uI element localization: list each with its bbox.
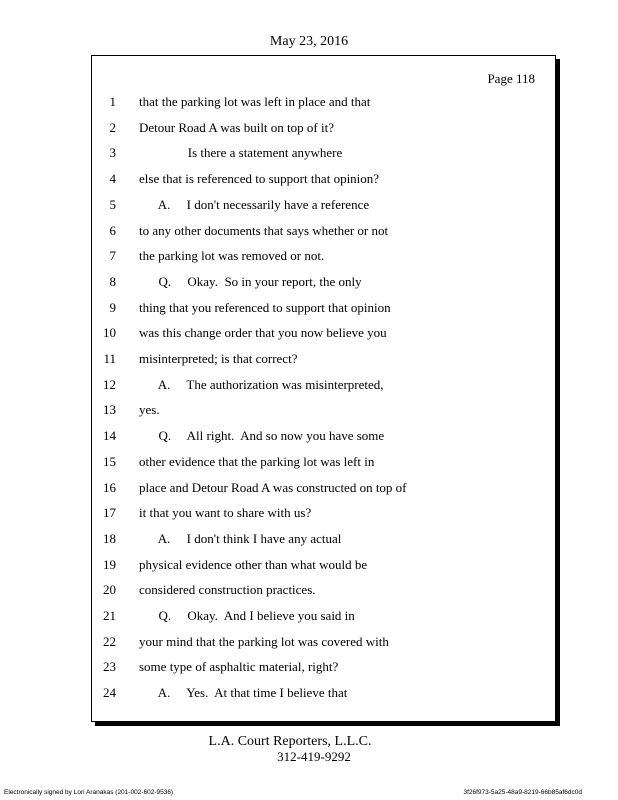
line-number: 14 xyxy=(103,428,116,444)
transcript-line xyxy=(92,145,555,165)
transcript-line xyxy=(92,685,555,705)
line-text: the parking lot was removed or not. xyxy=(139,248,325,264)
line-text: thing that you referenced to support that opinion xyxy=(139,299,391,315)
line-number: 1 xyxy=(109,94,116,109)
line-text: that the parking lot was left in place and that xyxy=(139,94,371,109)
transcript-line xyxy=(92,171,555,191)
transcript-line xyxy=(92,300,555,320)
transcript-line xyxy=(92,248,555,268)
line-text: A. Yes. At that time I believe that xyxy=(139,685,348,701)
transcript-line xyxy=(92,582,555,602)
transcript-page-frame xyxy=(91,55,556,722)
line-text: A. The authorization was misinterpreted, xyxy=(139,376,384,392)
line-number: 21 xyxy=(103,608,116,623)
transcript-line xyxy=(92,531,555,551)
line-text: yes. xyxy=(139,402,160,418)
line-text: physical evidence other than what would be xyxy=(139,556,368,572)
line-text: your mind that the parking lot was covered with xyxy=(139,633,389,649)
line-number: 24 xyxy=(103,685,116,701)
line-text: misinterpreted; is that correct? xyxy=(139,351,298,366)
line-number: 11 xyxy=(103,351,116,366)
line-number: 2 xyxy=(109,119,116,135)
transcript-date: May 23, 2016 xyxy=(269,34,349,49)
line-number: 3 xyxy=(109,145,116,161)
line-text: to any other documents that says whether or not xyxy=(139,222,389,238)
line-text: Is there a statement anywhere xyxy=(139,145,343,161)
transcript-line xyxy=(92,454,555,474)
line-number: 10 xyxy=(103,325,116,341)
transcript-line xyxy=(92,659,555,679)
line-number: 12 xyxy=(103,376,116,392)
line-number: 15 xyxy=(103,453,116,469)
line-number: 6 xyxy=(109,222,116,238)
transcript-line xyxy=(92,428,555,448)
transcript-line xyxy=(92,505,555,525)
line-number: 23 xyxy=(103,659,116,675)
line-text: Detour Road A was built on top of it? xyxy=(139,119,334,135)
line-number: 8 xyxy=(109,273,116,289)
document-id: 3f26f973-5a25-48a9-8219-66b85af6dc0d xyxy=(463,789,582,796)
line-number: 20 xyxy=(103,582,116,598)
line-number: 9 xyxy=(109,299,116,315)
line-text: it that you want to share with us? xyxy=(139,505,312,521)
line-text: A. I don't think I have any actual xyxy=(139,530,342,546)
transcript-line xyxy=(92,94,555,114)
transcript-line xyxy=(92,197,555,217)
line-number: 18 xyxy=(103,530,116,546)
line-number: 16 xyxy=(103,479,116,495)
line-text: Q. All right. And so now you have some xyxy=(139,428,385,444)
line-number: 5 xyxy=(109,196,116,212)
line-text: Q. Okay. And I believe you said in xyxy=(139,608,355,623)
line-text: some type of asphaltic material, right? xyxy=(139,659,339,675)
transcript-line xyxy=(92,274,555,294)
transcript-line xyxy=(92,634,555,654)
line-number: 22 xyxy=(103,633,116,649)
electronic-signature: Electronically signed by Lori Aranakas (201-002-602-9536) xyxy=(4,789,174,796)
line-text: Q. Okay. So in your report, the only xyxy=(139,273,362,289)
transcript-line xyxy=(92,402,555,422)
line-text: considered construction practices. xyxy=(139,582,316,598)
line-number: 13 xyxy=(103,402,116,418)
transcript-line xyxy=(92,351,555,371)
transcript-line xyxy=(92,480,555,500)
page-number: Page 118 xyxy=(487,71,535,86)
line-text: other evidence that the parking lot was left in xyxy=(139,453,375,469)
line-number: 4 xyxy=(109,171,116,187)
line-text: else that is referenced to support that opinion? xyxy=(139,171,380,187)
line-number: 17 xyxy=(103,505,116,521)
transcript-line xyxy=(92,377,555,397)
transcript-line xyxy=(92,120,555,140)
court-reporter-phone: 312-419-9292 xyxy=(277,749,351,764)
line-text: place and Detour Road A was constructed on top of xyxy=(139,479,407,495)
line-number: 7 xyxy=(109,248,116,264)
transcript-line xyxy=(92,557,555,577)
transcript-line xyxy=(92,608,555,628)
line-text: A. I don't necessarily have a reference xyxy=(139,196,370,212)
transcript-line xyxy=(92,223,555,243)
court-reporter-name: L.A. Court Reporters, L.L.C. xyxy=(208,734,372,749)
line-number: 19 xyxy=(103,556,116,572)
line-text: was this change order that you now believe you xyxy=(139,325,387,341)
transcript-line xyxy=(92,325,555,345)
